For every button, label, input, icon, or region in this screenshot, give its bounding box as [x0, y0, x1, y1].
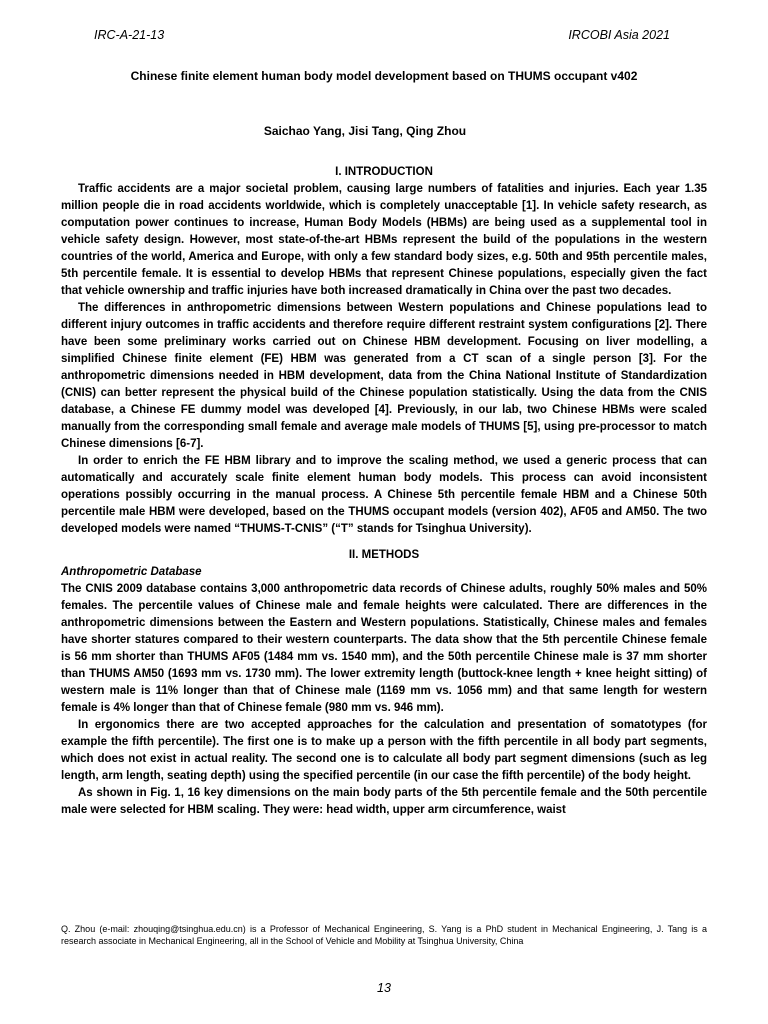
- methods-paragraph-1: The CNIS 2009 database contains 3,000 anthropometric data records of Chinese adults, roughly 50% males and 50% females. The percentile values of Chinese male and female heights were calculated. There are differences in the anthropometric dimensions between the Eastern and Western populations. Statistically, Chinese males and females have shorter statures compared to their western counterparts. The data show that the 5th percentile Chinese female is 56 mm shorter than THUMS AF05 (1484 mm vs. 1540 mm), and the 50th percentile Chinese male is 37 mm shorter than THUMS AM50 (1693 mm vs. 1730 mm). The lower extremity length (buttock-knee length + knee height sitting) of western male is 11% longer than that of Chinese male (1169 mm vs. 1056 mm) and that same length for western female is 4% longer than that of Chinese female (980 mm vs. 946 mm).: [61, 583, 707, 714]
- intro-paragraph-3: In order to enrich the FE HBM library and to improve the scaling method, we used a generic process that can automatically and accurately scale finite element human body models. This process can avoid inconsistent operations possibly occurring in the manual process. A Chinese 5th percentile female HBM and a Chinese 50th percentile male HBM were developed, based on the THUMS occupant models (version 402), AF05 and AM50. The two developed models were named “THUMS-T-CNIS” (“T” stands for Tsinghua University).: [61, 455, 707, 535]
- intro-paragraph-2: The differences in anthropometric dimensions between Western populations and Chinese populations lead to different injury outcomes in traffic accidents and therefore require different restraint system configurations [2]. There have been some preliminary works carried out on Chinese HBM development. Focusing on liver modelling, a simplified Chinese finite element (FE) HBM was generated from a CT scan of a single person [3]. For the anthropometric dimensions needed in HBM development, data from the China National Institute of Standardization (CNIS) can better represent the physical build of the Chinese population statistically. Using the data from the CNIS database, a Chinese FE dummy model was developed [4]. Previously, in our lab, two Chinese HBMs were scaled manually from the corresponding small female and average male models of THUMS [5], using pre-processor to match Chinese dimensions [6-7].: [61, 302, 707, 450]
- section-heading-introduction: I. INTRODUCTION: [335, 166, 433, 178]
- intro-paragraph-1: Traffic accidents are a major societal problem, causing large numbers of fatalities and injuries. Each year 1.35 million people die in road accidents worldwide, which is completely unacceptable [1]. In vehicle safety research, as computation power continues to increase, Human Body Models (HBMs) are being used as a supplemental tool in vehicle safety design. However, most state-of-the-art HBMs represent the build of the populations in the western countries of the world, America and Europe, with only a few standard body sizes, e.g. 50th and 95th percentile males, 5th percentile female. It is essential to develop HBMs that represent Chinese populations, especially given the fact that vehicle ownership and traffic injuries have both increased dramatically in China over the past two decades.: [61, 183, 707, 297]
- methods-paragraph-2: In ergonomics there are two accepted approaches for the calculation and presentation of somatotypes (for example the fifth percentile). The first one is to make up a person with the fifth percentile in all body part segments, which does not exist in actual reality. The second one is to calculate all body part segment dimensions (such as leg length, arm length, seating depth) using the specified percentile (in our case the fifth percentile) of the body height.: [61, 719, 707, 782]
- running-header-paper-id: IRC-A-21-13: [94, 28, 165, 42]
- subsection-heading-anthropometric-database: Anthropometric Database: [61, 566, 202, 578]
- paper-title: Chinese finite element human body model development based on THUMS occupant v402: [130, 69, 638, 83]
- author-affiliation-footnote: Q. Zhou (e-mail: zhouqing@tsinghua.edu.cn) is a Professor of Mechanical Engineering, S. Yang is a PhD student in Mechanical Engineering, J. Tang is a research associate in Mechanical Engineering, all in the School of Vehicle and Mobility at Tsinghua University, China: [61, 924, 707, 946]
- methods-paragraph-3: As shown in Fig. 1, 16 key dimensions on the main body parts of the 5th percentile female and the 50th percentile male were selected for HBM scaling. They were: head width, upper arm circumference, waist: [61, 787, 707, 816]
- section-heading-methods: II. METHODS: [348, 549, 420, 561]
- main-text: [61, 164, 707, 819]
- running-header-conference: IRCOBI Asia 2021: [568, 28, 670, 42]
- author-list: Saichao Yang, Jisi Tang, Qing Zhou: [263, 124, 467, 138]
- page-number: 13: [377, 981, 391, 995]
